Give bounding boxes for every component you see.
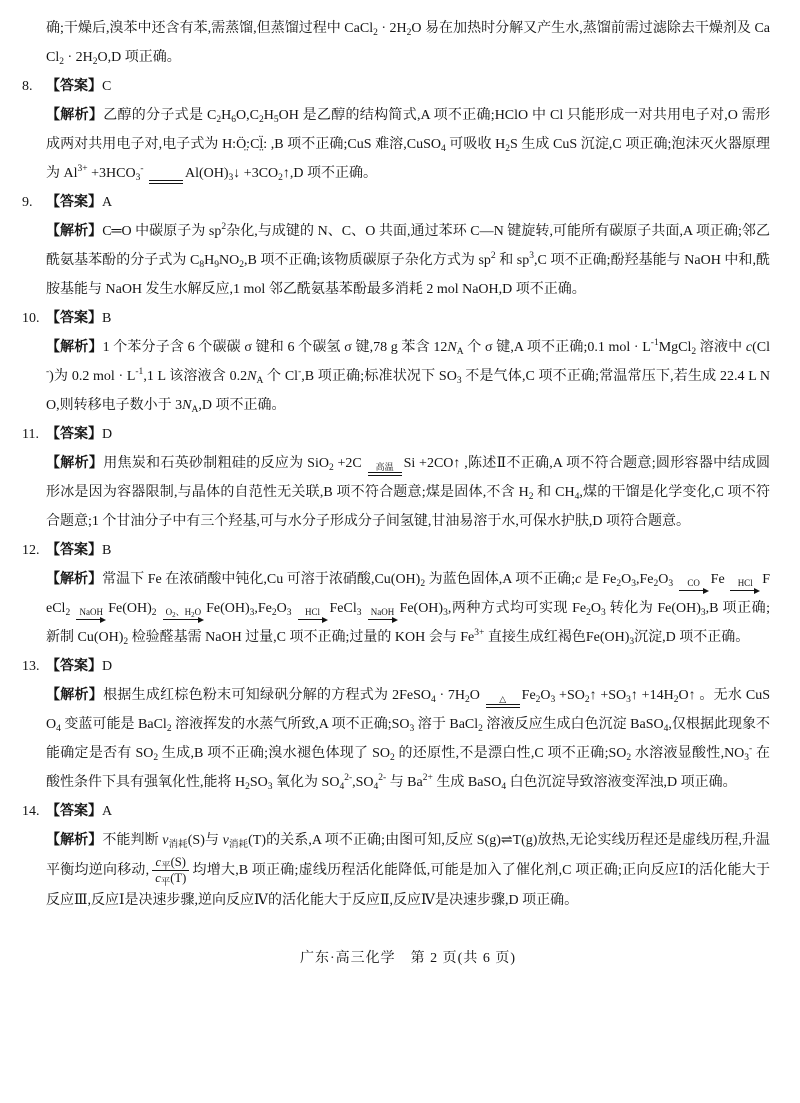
subscript: 5 <box>273 115 279 125</box>
reaction-equals-sign <box>486 694 520 708</box>
subscript: 9 <box>214 260 219 270</box>
superscript: 3+ <box>77 164 88 174</box>
reaction-arrow <box>76 607 106 623</box>
subscript: 2 <box>406 28 412 38</box>
answer-letter: D <box>102 659 113 674</box>
superscript: 2 <box>490 251 496 261</box>
fraction <box>152 855 189 886</box>
superscript: 2- <box>378 773 387 783</box>
subscript: 2 <box>123 637 129 647</box>
answer-item-8 <box>22 72 771 188</box>
answer-line <box>22 304 770 333</box>
subscript: A <box>456 347 464 357</box>
subscript: 4 <box>430 695 436 705</box>
subscript: 2 <box>172 611 176 619</box>
subscript: A <box>256 376 264 386</box>
subscript: 3 <box>600 608 606 618</box>
superscript: - <box>298 367 302 377</box>
explanation-text: 用焦炭和石英砂制粗硅的反应为 SiO$_2$ +2C 高温 Si +2CO↑ ,陈述Ⅱ不正确,A 项不符合题意;圆形容器中结成圆形冰是因为容器限制,与晶体的自范性无关联,B 项不符合题意;煤是固体,不含 $H_2$ 和 $CH_4$,煤的干馏是化学变化,C 项不符合题意;1 个甘油分子中有三个羟基,可与水分子形成分子间氢键,甘油易溶于水,可保水护肤,D 项符合题意。 <box>46 456 771 529</box>
subscript: 2 <box>151 608 157 618</box>
question-number: 12. <box>22 543 40 558</box>
explanation-text: 常温下 Fe 在浓硝酸中钝化,Cu 可溶于浓硝酸$,Cu(OH)_2$ 为蓝色固体,A 项不正确;c 是 $Fe_2O_3,Fe_2O_3$ CO Fe HCl FeCl$_2$ NaOH $Fe(OH)_2$ $O_2$、$H_2O$ $Fe(OH)_3,Fe_2O_3$ HCl FeCl$_3$ NaOH $Fe(OH)_3$,两种方式均可实现 $Fe_2O_3$ 转化为 $Fe(OH)_3,B$ 项正确;新制 $Cu(OH)_2$ 检验醛基需 NaOH 过量,C 项不正确;过量的 KOH 会与 $Fe^{3+}$ 直接生成红褐色$Fe(OH)_3$沉淀,D 项不正确。 <box>46 572 771 647</box>
analysis-label: 【解析】 <box>46 688 104 703</box>
subscript: 4 <box>574 492 580 502</box>
subscript: 4 <box>339 782 345 792</box>
subscript: 2 <box>528 492 534 502</box>
answer-label: 【答案】 <box>46 804 102 819</box>
italic-variable: c <box>575 572 582 587</box>
subscript: 2 <box>65 608 71 618</box>
explanation-paragraph <box>46 217 770 304</box>
fraction-denominator: $c_平(T)$ <box>152 870 189 886</box>
answer-line <box>22 536 770 565</box>
answer-label: 【答案】 <box>46 427 102 442</box>
subscript: 消耗 <box>168 840 188 850</box>
explanation-paragraph <box>46 449 770 536</box>
answer-label: 【答案】 <box>46 79 102 94</box>
answer-item-9 <box>22 188 770 304</box>
answer-letter: B <box>102 311 112 326</box>
subscript: 2 <box>328 463 334 473</box>
arrow-line <box>298 617 328 623</box>
subscript: 2 <box>258 115 264 125</box>
analysis-label: 【解析】 <box>46 833 103 848</box>
subscript: 3 <box>443 608 448 618</box>
subscript: 3 <box>228 173 234 183</box>
subscript: 2 <box>278 173 283 183</box>
answer-item-11 <box>22 420 771 536</box>
answer-item-12 <box>22 536 771 652</box>
analysis-label: 【解析】 <box>46 108 104 123</box>
answer-letter: B <box>102 543 112 558</box>
subscript: 3 <box>249 608 255 618</box>
answer-item-13 <box>22 652 771 797</box>
explanation-paragraph <box>46 333 770 420</box>
subscript: 2 <box>673 695 679 705</box>
subscript: 2 <box>271 608 277 618</box>
superscript: 3+ <box>474 628 485 638</box>
italic-variable: c <box>155 871 161 885</box>
subscript: 2 <box>245 782 250 792</box>
subscript: 2 <box>653 579 659 589</box>
italic-variable: N <box>247 369 257 384</box>
explanation-text: 1 个苯分子含 6 个碳碳 σ 键和 6 个碳氢 σ 键,78 g 苯含 $12N_A$ 个 σ 键,A 项不正确;0.1 mol · $L^{-1}MgCl_2$ 溶液中 c(Cl-)为 0.2 mol · $L^{-1},1$ L 该溶液含 $0.2N_A$ 个 Cl-,B 项正确;标准状况下 $SO_3$ 不是气体,C 项不正确;常温常压下,若生成 22.4 L NO,则转移电子数小于 $3N_A,D$ 项不正确。 <box>46 338 771 415</box>
reaction-arrow <box>679 578 709 594</box>
subscript: 3 <box>286 608 292 618</box>
reaction-arrow <box>163 607 205 623</box>
condition-label: △ <box>499 694 507 704</box>
answer-letter: A <box>102 804 113 819</box>
italic-variable: N <box>447 340 457 355</box>
subscript: A <box>191 405 199 415</box>
condition-label: CO <box>687 578 700 588</box>
answer-label: 【答案】 <box>46 659 102 674</box>
subscript: 4 <box>373 782 379 792</box>
subscript: 3 <box>668 579 674 589</box>
explanation-text: 根据生成红棕色粉末可知绿矾分解的方程式为 2FeSO$_4$ · $7H_2O$ △ $Fe_2O_3$ $+SO_2↑$ $+SO_3↑$ $+14H_2O↑$ 。无水 CuSO$_4$ 变蓝可能是 BaCl$_2$ 溶液挥发的水蒸气所致,A 项不正确$;SO_3$ 溶于 BaCl$_2$ 溶液反应生成白色沉淀 BaSO$_4$,仅根据此现象不能确定是否有 $SO_2$ 生成,B 项不正确;溴水褪色体现了 $SO_2$ 的还原性,不是漂白性,C 项不正确$;SO_2$ 水溶液显酸性$,NO_3^-$ 在酸性条件下具有强氧化性,能将 $H_2SO_3$ 氧化为 $SO_4^{2-},SO_4^{2-}$ 与 $Ba^{2+}$ 生成 BaSO$_4$ 白色沉淀导致溶液变浑浊,D 项正确。 <box>46 688 771 792</box>
italic-variable: N <box>182 398 192 413</box>
superscript: -1 <box>135 367 144 377</box>
arrow-line <box>730 588 760 594</box>
superscript: - <box>140 164 144 174</box>
page-footer: 广东·高三化学 第 2 页(共 6 页) <box>300 951 516 966</box>
subscript: 2 <box>616 579 622 589</box>
answer-letter: D <box>102 427 113 442</box>
subscript: 消耗 <box>228 840 249 850</box>
subscript: 3 <box>267 782 273 792</box>
condition-label: NaOH <box>370 607 395 617</box>
subscript: 2 <box>59 57 64 67</box>
subscript: 3 <box>626 695 631 705</box>
superscript: 2+ <box>422 773 433 783</box>
subscript: 3 <box>456 376 462 386</box>
continuation-paragraph: 确;干燥后,溴苯中还含有苯,需蒸馏,但蒸馏过程中 CaCl$_2$ · $2H_2O$ 易在加热时分解又产生水,蒸馏前需过滤除去干燥剂及 CaCl$_2$ · $2H_2O,D$ 项正确。 <box>46 21 770 67</box>
question-number: 13. <box>22 659 40 674</box>
arrow-line <box>163 617 205 623</box>
explanation-paragraph <box>46 826 770 915</box>
arrow-line <box>76 617 106 623</box>
subscript: 2 <box>420 579 426 589</box>
superscript: -1 <box>650 338 659 348</box>
italic-variable: c <box>155 855 162 869</box>
subscript: 2 <box>153 753 159 763</box>
subscript: 2 <box>191 611 195 619</box>
subscript: 2 <box>478 724 483 734</box>
subscript: 6 <box>231 115 237 125</box>
answer-line <box>22 420 770 449</box>
answer-letter: A <box>102 195 113 210</box>
double-line <box>486 704 520 708</box>
subscript: 平 <box>160 878 171 888</box>
subscript: 2 <box>239 260 244 270</box>
answer-line <box>22 652 770 681</box>
answer-item-10 <box>22 304 771 420</box>
analysis-label: 【解析】 <box>46 572 103 587</box>
subscript: 4 <box>440 144 446 154</box>
subscript: 3 <box>409 724 415 734</box>
subscript: 3 <box>629 637 635 647</box>
subscript: 2 <box>584 695 590 705</box>
condition-label: $O_2$、$H_2O$ <box>165 607 202 619</box>
explanation-text: C═O 中碳原子为 $sp^2$杂化,与成键的 N、C、O 共面,通过苯环 C—N 键旋转,可能所有碳原子共面,A 项正确;邻乙酰氨基苯酚的分子式为 $C_8H_9NO_2,B$ 项不正确;该物质碳原子杂化方式为 $sp^2$ 和 $sp^3,C$ 项不正确;酚羟基能与 NaOH 中和,酰胺基能与 NaOH 发生水解反应,1 mol 邻乙酰氨基苯酚最多消耗 2 mol NaOH,D 项不正确。 <box>46 222 770 297</box>
question-number: 9. <box>22 195 33 210</box>
superscript: - <box>46 367 50 377</box>
subscript: 8 <box>199 260 205 270</box>
subscript: 4 <box>501 782 507 792</box>
superscript: 3 <box>529 251 535 261</box>
arrow-line <box>679 588 709 594</box>
answer-letter: C <box>102 79 112 94</box>
explanation-paragraph <box>46 101 770 188</box>
subscript: 2 <box>691 347 697 357</box>
subscript: 2 <box>216 115 222 125</box>
analysis-label: 【解析】 <box>46 340 103 355</box>
question-number: 10. <box>22 311 40 326</box>
question-number: 8. <box>22 79 33 94</box>
superscript: 2 <box>221 222 227 232</box>
answer-line <box>22 72 770 101</box>
analysis-label: 【解析】 <box>46 224 103 239</box>
subscript: 3 <box>550 695 556 705</box>
explanation-text: 不能判断 $v_{消耗}(S)$与 $v_{消耗}(T)$的关系,A 项不正确;由图可知,反应 S(g)⇌T(g)放热,无论实线历程还是虚线历程,升温平衡均逆向移动, $c_平(S)$ $c_平(T)$ 均增大,B 项正确;虚线历程活化能降低,可能是加入了催化剂,C 项正确;正向反应Ⅰ的活化能大于反应Ⅲ,反应Ⅰ是决速步骤,逆向反应Ⅳ的活化能大于反应Ⅱ,反应Ⅳ是决速步骤,D 项正确。 <box>46 833 771 908</box>
answer-item-14 <box>22 797 771 915</box>
subscript: 2 <box>390 753 395 763</box>
superscript: 2- <box>344 773 353 783</box>
subscript: 3 <box>700 608 706 618</box>
subscript: 2 <box>465 695 470 705</box>
reaction-arrow <box>730 578 760 594</box>
question-number: 11. <box>22 427 39 442</box>
subscript: 4 <box>663 724 669 734</box>
condition-label: 高温 <box>375 462 394 472</box>
subscript: 3 <box>135 173 141 183</box>
subscript: 2 <box>626 753 632 763</box>
analysis-label: 【解析】 <box>46 456 104 471</box>
subscript: 3 <box>356 608 362 618</box>
answer-label: 【答案】 <box>46 311 102 326</box>
subscript: 3 <box>744 753 750 763</box>
condition-label: HCl <box>305 607 321 617</box>
subscript: 平 <box>161 862 171 872</box>
explanation-paragraph <box>46 565 770 652</box>
condition-label: HCl <box>737 578 753 588</box>
answer-line <box>22 188 770 217</box>
double-line <box>149 180 183 184</box>
subscript: 2 <box>373 28 378 38</box>
arrow-line <box>368 617 398 623</box>
fraction-numerator: $c_平(S)$ <box>155 855 186 872</box>
explanation-text: 乙醇的分子式是 $C_2H_6O,C_2H_5OH$ 是乙醇的结构简式,A 项不正确;HClO 中 Cl 只能形成一对共用电子对,O 需形成两对共用电子对,电子式为 H:Ö̤:Cl̤̈: ,B 项不正确;CuS 难溶,CuSO$_4$ 可吸收 $H_2S$ 生成 CuS 沉淀,C 项正确;泡沫灭火器原理为 $Al^{3+} +3HCO_3^-$ $Al(OH)_3↓$ $+3CO_2↑,D$ 项不正确。 <box>46 108 771 183</box>
question-number: 14. <box>22 804 40 819</box>
answer-label: 【答案】 <box>46 195 102 210</box>
subscript: 4 <box>56 724 61 734</box>
subscript: 2 <box>166 724 172 734</box>
italic-variable: v <box>222 833 229 848</box>
italic-variable: c <box>745 340 753 355</box>
answer-line <box>22 797 770 826</box>
answer-label: 【答案】 <box>46 543 102 558</box>
subscript: 2 <box>535 695 541 705</box>
condition-label: NaOH <box>79 607 103 617</box>
subscript: 2 <box>92 57 98 67</box>
italic-variable: v <box>162 833 169 848</box>
reaction-arrow <box>368 607 398 623</box>
double-line <box>368 472 402 476</box>
superscript: - <box>749 744 753 754</box>
subscript: 2 <box>586 608 591 618</box>
reaction-arrow <box>298 607 328 623</box>
reaction-equals-sign <box>149 180 183 184</box>
subscript: 3 <box>631 579 637 589</box>
subscript: 2 <box>505 144 510 154</box>
reaction-equals-sign <box>368 462 402 476</box>
explanation-paragraph <box>46 681 770 797</box>
